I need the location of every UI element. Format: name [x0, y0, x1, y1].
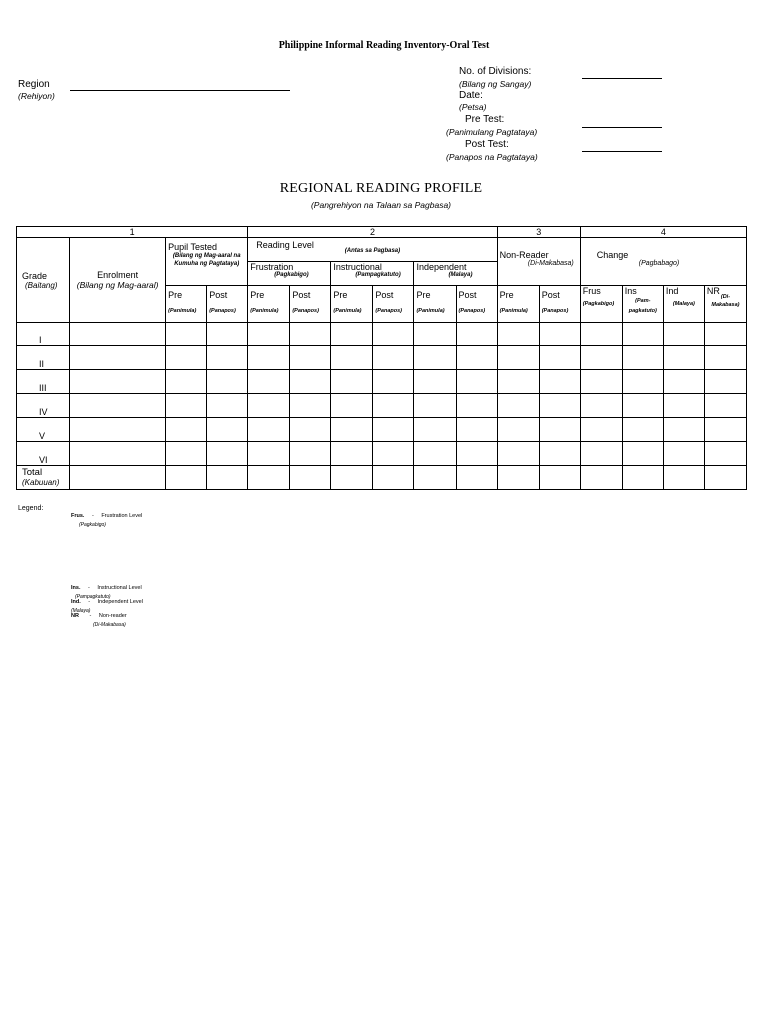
col-number-4: 4	[580, 227, 746, 238]
grade-header: Grade (Baitang)	[17, 238, 70, 323]
profile-subtitle: (Pangrehiyon na Talaan sa Pagbasa)	[310, 200, 452, 210]
profile-title: REGIONAL READING PROFILE	[279, 181, 483, 196]
change-header: Change (Pagbabago)	[580, 238, 746, 286]
grade-label: I	[17, 323, 70, 346]
posttest-input-line[interactable]	[582, 151, 662, 152]
column-number-row	[17, 227, 747, 238]
region-label: Region	[18, 79, 50, 90]
pupil-pre-header: Pre (Panimula)	[166, 286, 207, 323]
legend-label: Legend:	[18, 505, 44, 512]
pupil-post-header: Post (Panapos)	[207, 286, 248, 323]
change-ind-header: Ind (Malaya)	[663, 286, 704, 323]
legend-item-ins: Ins. - Instructional Level (Pampagkatuto)	[71, 585, 142, 600]
independent-header: Independent (Malaya)	[414, 262, 497, 286]
posttest-label: Post Test:	[465, 139, 509, 150]
divisions-sub: (Bilang ng Sangay)	[459, 79, 532, 89]
legend-item-nr: NR - Non-reader (Di-Makabasa)	[71, 613, 127, 628]
table-row	[17, 370, 747, 394]
table-row	[17, 346, 747, 370]
non-reader-header: Non-Reader (Di-Makabasa)	[497, 238, 580, 286]
posttest-sub: (Panapos na Pagtataya)	[446, 152, 538, 162]
nr-post-header: Post (Panapos)	[539, 286, 580, 323]
header-row-1	[17, 238, 747, 262]
change-nr-header: NR (Di-Makabasa)	[704, 286, 746, 323]
grade-label: V	[17, 418, 70, 442]
pupil-tested-header: Pupil Tested (Bilang ng Mag-aaral na Kumuha ng Pagtataya)	[166, 238, 248, 286]
total-row	[17, 466, 747, 490]
col-number-3: 3	[497, 227, 580, 238]
col-number-1: 1	[17, 227, 248, 238]
pretest-input-line[interactable]	[582, 127, 662, 128]
ind-pre-header: Pre (Panimula)	[414, 286, 456, 323]
enrolment-header: Enrolment (Bilang ng Mag-aaral)	[70, 238, 166, 323]
ind-post-header: Post (Panapos)	[456, 286, 497, 323]
table-row	[17, 442, 747, 466]
region-input-line[interactable]	[70, 90, 290, 91]
date-sub: (Petsa)	[459, 102, 487, 112]
frustration-header: Frustration (Pagkabigo)	[248, 262, 331, 286]
grade-label: II	[17, 346, 70, 370]
legend-item-ind: Ind. - Independent Level (Malaya)	[71, 599, 143, 614]
legend-item-frus: Frus. - Frustration Level (Pagkabigo)	[71, 513, 143, 528]
nr-pre-header: Pre (Panimula)	[497, 286, 539, 323]
reading-profile-table	[16, 226, 747, 490]
divisions-input-line[interactable]	[582, 78, 662, 79]
reading-level-header: Reading Level (Antas sa Pagbasa)	[248, 238, 497, 262]
date-label: Date:	[459, 90, 483, 101]
grade-label: III	[17, 370, 70, 394]
pretest-sub: (Panimulang Pagtataya)	[446, 127, 538, 137]
frus-post-header: Post (Panapos)	[290, 286, 331, 323]
col-number-2: 2	[248, 227, 497, 238]
instructional-header: Instructional (Pampagkatuto)	[331, 262, 414, 286]
grade-label: IV	[17, 394, 70, 418]
ins-pre-header: Pre (Panimula)	[331, 286, 373, 323]
table-row	[17, 418, 747, 442]
change-ins-header: Ins (Pam-pagkatuto)	[622, 286, 663, 323]
frus-pre-header: Pre (Panimula)	[248, 286, 290, 323]
ins-post-header: Post (Panapos)	[373, 286, 414, 323]
region-sub: (Rehiyon)	[18, 91, 55, 101]
total-label: Total (Kabuuan)	[17, 466, 70, 490]
table-row	[17, 394, 747, 418]
change-frus-header: Frus (Pagkabigo)	[580, 286, 622, 323]
divisions-label: No. of Divisions:	[459, 66, 532, 77]
table-row	[17, 323, 747, 346]
pretest-label: Pre Test:	[465, 114, 505, 125]
grade-label: VI	[17, 442, 70, 466]
document-title: Philippine Informal Reading Inventory-Oral Test	[278, 40, 490, 51]
